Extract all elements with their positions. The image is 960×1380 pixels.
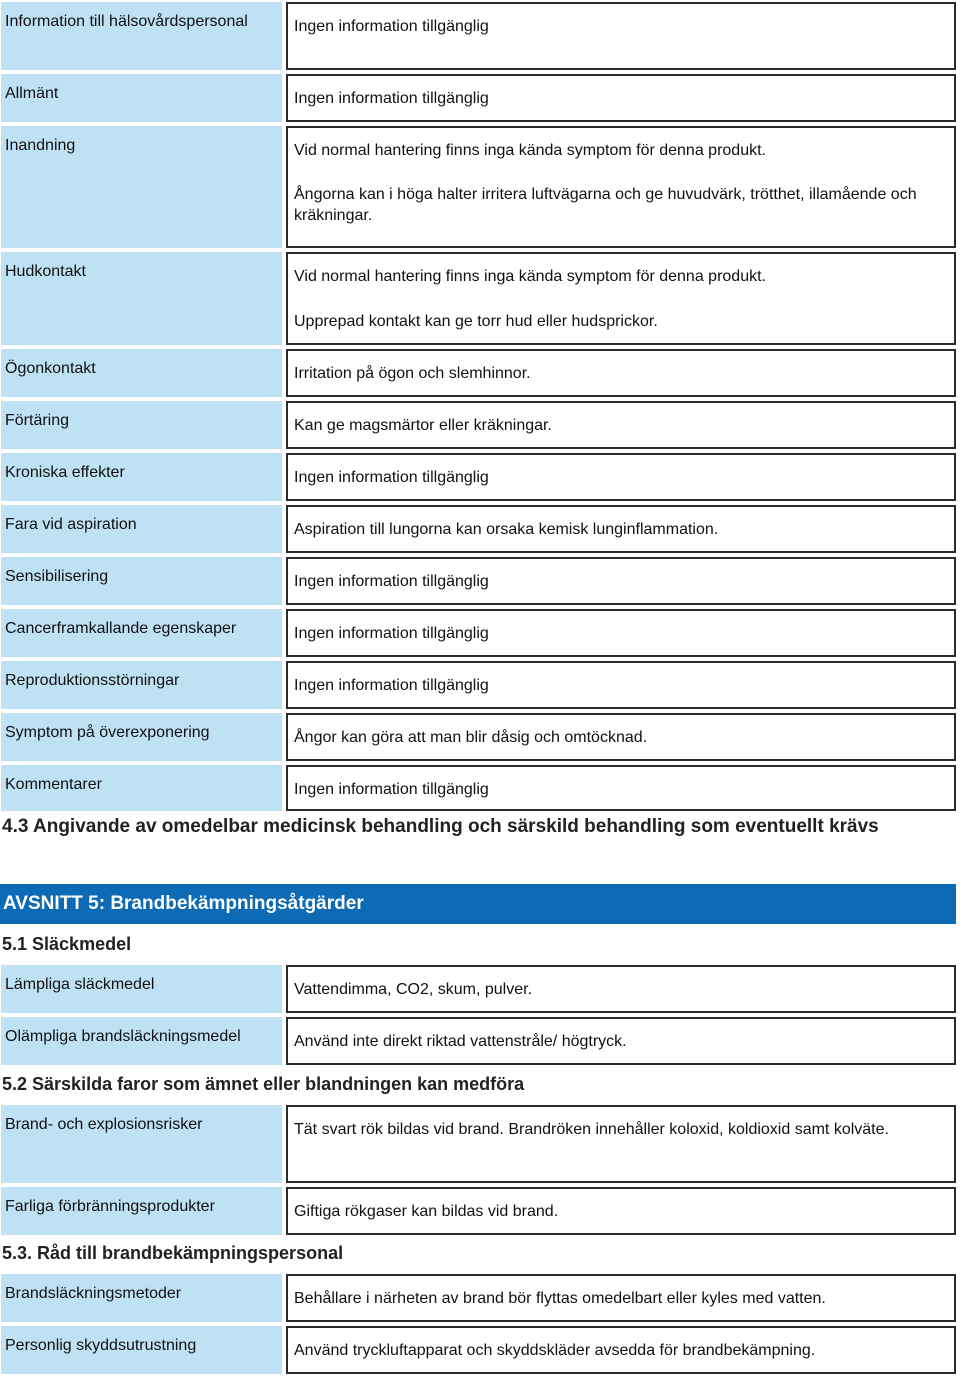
table-row bbox=[0, 453, 960, 501]
row-value: Vid normal hantering finns inga kända symptom för denna produkt. Upprepad kontakt kan ge torr hud eller hudsprickor. bbox=[286, 252, 956, 345]
table-row bbox=[0, 2, 960, 70]
row-value: Ingen information tillgänglig bbox=[286, 2, 956, 70]
row-label: Lämpliga släckmedel bbox=[1, 965, 282, 1013]
table-row bbox=[0, 965, 960, 1013]
row-label: Sensibilisering bbox=[1, 557, 282, 605]
row-value: Vid normal hantering finns inga kända symptom för denna produkt. Ångorna kan i höga halter irritera luftvägarna och ge huvudvärk, trötthet, illamående och kräkningar. bbox=[286, 126, 956, 248]
row-value: Ingen information tillgänglig bbox=[286, 453, 956, 501]
row-label: Brand- och explosionsrisker bbox=[1, 1105, 282, 1183]
table-row bbox=[0, 1326, 960, 1374]
row-label: Olämpliga brandsläckningsmedel bbox=[1, 1017, 282, 1065]
row-label: Allmänt bbox=[1, 74, 282, 122]
table-row bbox=[0, 557, 960, 605]
row-value: Vattendimma, CO2, skum, pulver. bbox=[286, 965, 956, 1013]
table-row bbox=[0, 505, 960, 553]
row-value: Aspiration till lungorna kan orsaka kemisk lunginflammation. bbox=[286, 505, 956, 553]
row-label: Ögonkontakt bbox=[1, 349, 282, 397]
row-value: Tät svart rök bildas vid brand. Brandröken innehåller koloxid, koldioxid samt kolväte. bbox=[286, 1105, 956, 1183]
row-label: Kroniska effekter bbox=[1, 453, 282, 501]
row-value: Använd inte direkt riktad vattenstråle/ högtryck. bbox=[286, 1017, 956, 1065]
row-label: Farliga förbränningsprodukter bbox=[1, 1187, 282, 1235]
table-row bbox=[0, 1017, 960, 1065]
table-row bbox=[0, 1105, 960, 1183]
row-value: Använd tryckluftapparat och skyddskläder avsedda för brandbekämpning. bbox=[286, 1326, 956, 1374]
heading-4-3: 4.3 Angivande av omedelbar medicinsk behandling och särskild behandling som eventuellt krävs bbox=[2, 816, 879, 837]
row-label: Symptom på överexponering bbox=[1, 713, 282, 761]
heading-5-3: 5.3. Råd till brandbekämpningspersonal bbox=[2, 1243, 344, 1263]
table-row bbox=[0, 713, 960, 761]
section-5-title: AVSNITT 5: Brandbekämpningsåtgärder bbox=[0, 884, 956, 924]
row-label: Information till hälsovårdspersonal bbox=[1, 2, 282, 70]
row-value: Kan ge magsmärtor eller kräkningar. bbox=[286, 401, 956, 449]
table-row bbox=[0, 609, 960, 657]
row-value: Giftiga rökgaser kan bildas vid brand. bbox=[286, 1187, 956, 1235]
row-value: Ingen information tillgänglig bbox=[286, 609, 956, 657]
table-row bbox=[0, 252, 960, 345]
heading-5-2: 5.2 Särskilda faror som ämnet eller blandningen kan medföra bbox=[2, 1074, 525, 1094]
row-label: Förtäring bbox=[1, 401, 282, 449]
table-row bbox=[0, 1187, 960, 1235]
table-row bbox=[0, 126, 960, 248]
row-value: Ingen information tillgänglig bbox=[286, 765, 956, 811]
table-row bbox=[0, 401, 960, 449]
row-label: Reproduktionsstörningar bbox=[1, 661, 282, 709]
table-row bbox=[0, 74, 960, 122]
row-value: Ingen information tillgänglig bbox=[286, 74, 956, 122]
table-row bbox=[0, 765, 960, 811]
row-label: Brandsläckningsmetoder bbox=[1, 1274, 282, 1322]
table-row bbox=[0, 1274, 960, 1322]
row-label: Cancerframkallande egenskaper bbox=[1, 609, 282, 657]
table-row bbox=[0, 349, 960, 397]
row-label: Fara vid aspiration bbox=[1, 505, 282, 553]
row-value: Ingen information tillgänglig bbox=[286, 661, 956, 709]
table-row bbox=[0, 661, 960, 709]
heading-5-1: 5.1 Släckmedel bbox=[2, 934, 132, 954]
row-label: Inandning bbox=[1, 126, 282, 248]
row-value: Irritation på ögon och slemhinnor. bbox=[286, 349, 956, 397]
row-label: Personlig skyddsutrustning bbox=[1, 1326, 282, 1374]
row-value: Behållare i närheten av brand bör flyttas omedelbart eller kyles med vatten. bbox=[286, 1274, 956, 1322]
row-value: Ingen information tillgänglig bbox=[286, 557, 956, 605]
row-value: Ångor kan göra att man blir dåsig och omtöcknad. bbox=[286, 713, 956, 761]
row-label: Hudkontakt bbox=[1, 252, 282, 345]
row-label: Kommentarer bbox=[1, 765, 282, 811]
